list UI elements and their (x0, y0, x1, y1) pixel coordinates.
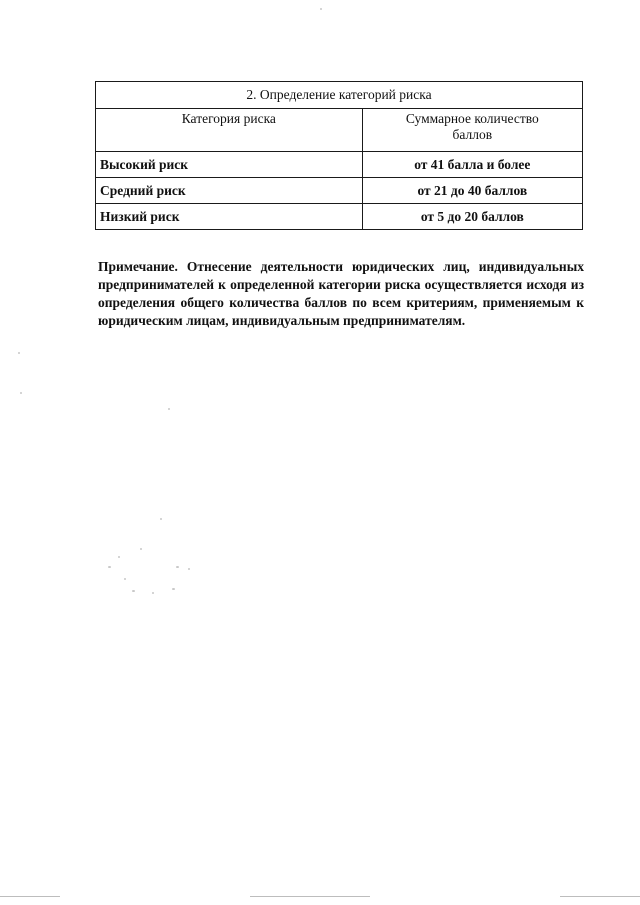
scan-speck (168, 408, 170, 410)
table-header-row (96, 109, 583, 152)
scan-edge-line (0, 896, 60, 897)
scan-edge-line (250, 896, 370, 897)
scan-speck (108, 566, 111, 568)
table-title: 2. Определение категорий риска (96, 82, 583, 109)
scan-speck (320, 8, 322, 10)
header-category: Категория риска (96, 109, 363, 152)
scan-speck (160, 518, 162, 520)
scan-speck (20, 392, 22, 394)
scan-speck (172, 588, 175, 590)
risk-category-table (95, 81, 583, 230)
scan-speck (118, 556, 120, 558)
scan-speck (176, 566, 179, 568)
row-score: от 41 балла и более (362, 152, 582, 178)
row-score: от 5 до 20 баллов (362, 204, 582, 230)
scan-speck (152, 592, 154, 594)
row-category: Низкий риск (96, 204, 363, 230)
table-row (96, 204, 583, 230)
note-paragraph: Примечание. Отнесение деятельности юридических лиц, индивидуальных предпринимателей к определенной категории риска осуществляется исходя из определения общего количества баллов по всем критериям, применяемым к юридическим лицам, индивидуальным предпринимателям. (98, 258, 584, 328)
header-score-line1: Суммарное количество (405, 111, 539, 126)
row-category: Средний риск (96, 178, 363, 204)
header-score-line2: баллов (452, 127, 493, 142)
row-category: Высокий риск (96, 152, 363, 178)
table-row (96, 152, 583, 178)
scan-speck (132, 590, 135, 592)
scan-speck (188, 568, 190, 570)
header-score (362, 109, 582, 152)
table-row (96, 178, 583, 204)
scan-edge-line (560, 896, 640, 897)
scan-speck (140, 548, 142, 550)
scan-speck (124, 578, 126, 580)
scan-speck (18, 352, 20, 354)
row-score: от 21 до 40 баллов (362, 178, 582, 204)
table-title-row (96, 82, 583, 109)
